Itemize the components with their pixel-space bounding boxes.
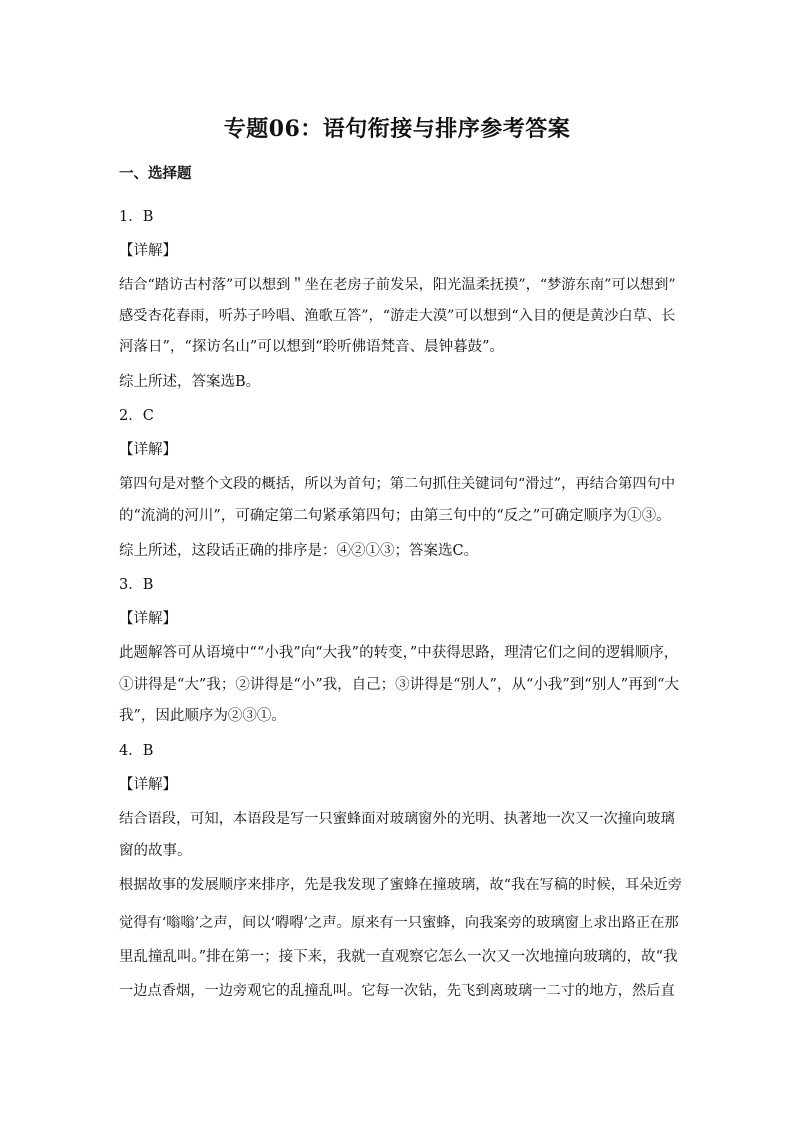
answer-text-line: 综上所述，答案选B。 bbox=[119, 374, 261, 390]
answer-text-line: 综上所述，这段话正确的排序是：④②①③；答案选C。 bbox=[119, 543, 479, 559]
answer-text-line: 我”，因此顺序为②③①。 bbox=[119, 708, 286, 724]
page-title: 专题06：语句衔接与排序参考答案 bbox=[223, 116, 571, 142]
answer-number: 4．B bbox=[119, 743, 154, 759]
answer-text-line: 里乱撞乱叫。”排在第一；接下来，我就一直观察它怎么一次又一次地撞向玻璃的，故“我 bbox=[119, 949, 678, 965]
answer-text-line: 一边点香烟，一边旁观它的乱撞乱叫。它每一次钻，先飞到离玻璃一二寸的地方，然后直 bbox=[119, 983, 675, 999]
answer-text-line: 第四句是对整个文段的概括，所以为首句；第二句抓住关键词句“滑过”，再结合第四句中 bbox=[119, 476, 676, 492]
answer-number: 2．C bbox=[119, 408, 154, 424]
answer-number: 1．B bbox=[119, 209, 154, 225]
answer-text-line: 的“流淌的河川”，可确定第二句紧承第四句；由第三句中的“反之”可确定顺序为①③。 bbox=[119, 508, 671, 524]
detail-label: 【详解】 bbox=[119, 611, 177, 627]
detail-label: 【详解】 bbox=[119, 243, 177, 259]
detail-label: 【详解】 bbox=[119, 777, 177, 793]
answer-text-line: 河落日”，“探访名山”可以想到“聆听佛语梵音、晨钟暮鼓”。 bbox=[119, 339, 505, 355]
answer-number: 3．B bbox=[119, 577, 154, 593]
answer-text-line: 窗的故事。 bbox=[119, 843, 192, 859]
section-heading: 一、选择题 bbox=[119, 165, 192, 182]
answer-text-line: 此题解答可从语境中““小我”向“大我”的转变，”中获得思路，理清它们之间的逻辑顺序， bbox=[119, 645, 679, 661]
answer-text-line: 感受杏花春雨，听苏子吟唱、渔歌互答”，“游走大漠”可以想到“入目的便是黄沙白草、长 bbox=[119, 308, 676, 324]
detail-label: 【详解】 bbox=[119, 442, 177, 458]
answer-text-line: 结合语段，可知，本语段是写一只蜜蜂面对玻璃窗外的光明、执著地一次又一次撞向玻璃 bbox=[119, 811, 675, 827]
answer-text-line: 觉得有‘嗡嗡’之声，间以‘嘚嘚’之声。原来有一只蜜蜂，向我案旁的玻璃窗上求出路正在那 bbox=[119, 915, 679, 931]
answer-text-line: ①讲得是“大”我；②讲得是“小”我，自己；③讲得是“别人”，从“小我”到“别人”再到“大 bbox=[119, 677, 680, 693]
answer-text-line: 结合“踏访古村落”可以想到＂坐在老房子前发呆，阳光温柔抚摸”，“梦游东南”可以想到” bbox=[119, 277, 676, 293]
answer-text-line: 根据故事的发展顺序来排序，先是我发现了蜜蜂在撞玻璃，故“我在写稿的时候，耳朵近旁 bbox=[119, 877, 683, 893]
